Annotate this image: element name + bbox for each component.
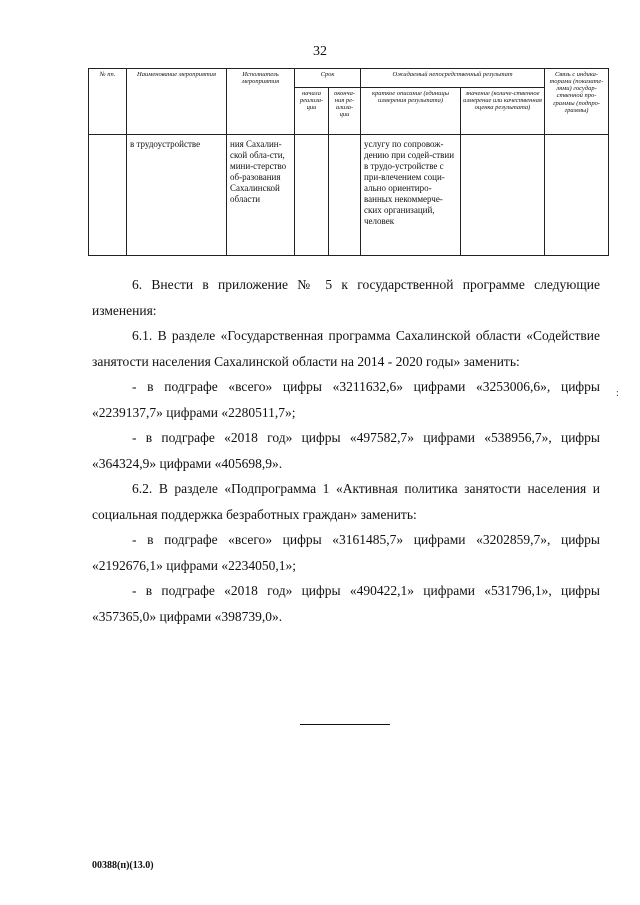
cell-result-short: услугу по сопровож-дению при содей-ствии в трудо-устройстве с при-влечением соци-ально ориентиро-ванных некоммерче-ских организаций, человек: [361, 135, 461, 256]
cell-num: [89, 135, 127, 256]
header-term: Срок: [295, 69, 361, 88]
header-term-start: начала реализа-ции: [295, 88, 329, 135]
cell-term-end: [329, 135, 361, 256]
footer-document-code: 00388(п)(13.0): [92, 860, 154, 871]
measures-table: [88, 68, 609, 256]
cell-executor: ния Сахалин-ской обла-сти, мини-стерство об-разования Сахалинской области: [227, 135, 295, 256]
end-divider: [300, 724, 390, 725]
paragraph-6-1-item-total: - в подграфе «всего» цифры «3211632,6» цифрами «3253006,6», цифры «2239137,7» цифрами «2280511,7»;: [92, 379, 600, 420]
paragraph-6-1: 6.1. В разделе «Государственная программа Сахалинской области «Содействие занятости населения Сахалинской области на 2014 - 2020 годы» заменить:: [92, 328, 600, 369]
header-result-value: значение (количе-ственное измерение или качественная оценка результата): [461, 88, 545, 135]
cell-name: в трудоустройстве: [127, 135, 227, 256]
cell-result-value: [461, 135, 545, 256]
paragraph-6-2-item-2018: - в подграфе «2018 год» цифры «490422,1» цифрами «531796,1», цифры «357365,0» цифрами «398739,0».: [92, 583, 600, 624]
header-executor: Исполнитель мероприятия: [227, 69, 295, 135]
cell-link: [545, 135, 609, 256]
header-num: № пп.: [89, 69, 127, 135]
paragraph-6-1-item-2018: - в подграфе «2018 год» цифры «497582,7» цифрами «538956,7», цифры «364324,9» цифрами «405698,9».: [92, 430, 600, 471]
cell-term-start: [295, 135, 329, 256]
paragraph-6-2: 6.2. В разделе «Подпрограмма 1 «Активная политика занятости населения и социальная поддержка безработных граждан» заменить:: [92, 481, 600, 522]
header-expected-result: Ожидаемый непосредственный результат: [361, 69, 545, 88]
table-header-row: [89, 69, 609, 88]
paragraph-6-2-item-total: - в подграфе «всего» цифры «3161485,7» цифрами «3202859,7», цифры «2192676,1» цифрами «2234050,1»;: [92, 532, 600, 573]
header-name: Наименование мероприятия: [127, 69, 227, 135]
header-result-short: краткое описание (единицы измерения результата): [361, 88, 461, 135]
page-number: 32: [313, 44, 327, 59]
document-body: [92, 272, 600, 629]
paragraph-6: 6. Внести в приложение № 5 к государственной программе следующие изменения:: [92, 277, 600, 318]
header-link: Связь с индика-торами (показате-лями) государ-ственной про-граммы (подпро-граммы): [545, 69, 609, 135]
header-term-end: оконча-ния ре-ализа-ции: [329, 88, 361, 135]
table-row: [89, 135, 609, 256]
scan-speck-mark: :: [616, 388, 619, 399]
